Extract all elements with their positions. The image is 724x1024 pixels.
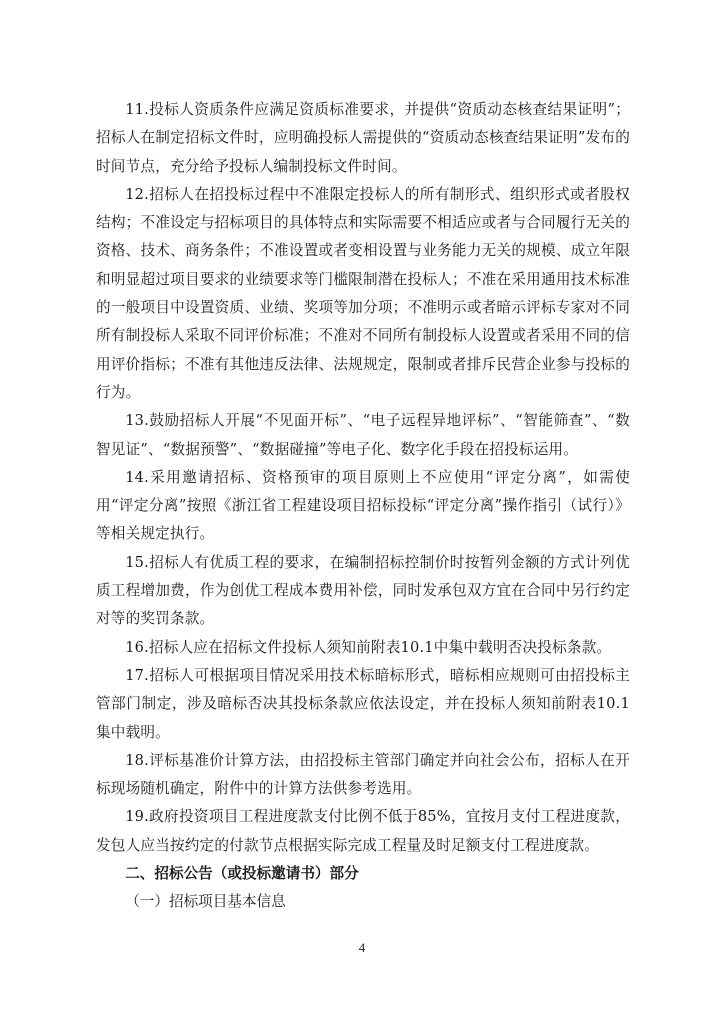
paragraph-17: 17.招标人可根据项目情况采用技术标暗标形式，暗标相应规则可由招投标主管部门制定，涉及暗标否决其投标条款应依法设定，并在投标人须知前附表10.1集中载明。 [96, 666, 630, 741]
subsection-heading: （一）招标项目基本信息 [125, 893, 286, 911]
paragraph-16: 16.招标人应在招标文件投标人须知前附表10.1中集中载明否决投标条款。 [125, 638, 612, 656]
section-heading: 二、招标公告（或投标邀请书）部分 [125, 865, 359, 883]
paragraph-18: 18.评标基准价计算方法，由招投标主管部门确定并向社会公布，招标人在开标现场随机确定，附件中的计算方法供参考选用。 [96, 751, 630, 798]
page-number: 4 [358, 940, 366, 955]
paragraph-14: 14.采用邀请招标、资格预审的项目原则上不应使用“评定分离”，如需使用“评定分离”按照《浙江省工程建设项目招标投标“评定分离”操作指引（试行）》等相关规定执行。 [96, 468, 630, 543]
paragraph-13: 13.鼓励招标人开展“不见面开标”、“电子远程异地评标”、“智能筛查”、“数智见证”、“数据预警”、“数据碰撞”等电子化、数字化手段在招投标运用。 [96, 412, 630, 458]
paragraph-15: 15.招标人有优质工程的要求，在编制招标控制价时按暂列金额的方式计列优质工程增加费，作为创优工程成本费用补偿，同时发承包双方宜在合同中另行约定对等的奖罚条款。 [96, 553, 630, 628]
paragraph-12: 12.招标人在招投标过程中不准限定投标人的所有制形式、组织形式或者股权结构；不准设定与招标项目的具体特点和实际需要不相适应或者与合同履行无关的资格、技术、商务条件；不准设置或者变相设置与业务能力无关的规模、成立年限和明显超过项目要求的业绩要求等门槛限制潜在投标人；不准在采用通用技术标准的一般项目中设置资质、业绩、奖项等加分项；不准明示或者暗示评标专家对不同所有制投标人采取不同评价标准；不准对不同所有制投标人设置或者采用不同的信用评价指标；不准有其他违反法律、法规规定，限制或者排斥民营企业参与投标的行为。 [96, 185, 630, 401]
paragraph-11: 11.投标人资质条件应满足资质标准要求，并提供“资质动态核查结果证明”；招标人在制定招标文件时，应明确投标人需提供的“资质动态核查结果证明”发布的时间节点，充分给予投标人编制投标文件时间。 [96, 101, 630, 175]
document-page [96, 96, 630, 917]
paragraph-19: 19.政府投资项目工程进度款支付比例不低于85%，宜按月支付工程进度款，发包人应当按约定的付款节点根据实际完成工程量及时足额支付工程进度款。 [96, 808, 630, 854]
